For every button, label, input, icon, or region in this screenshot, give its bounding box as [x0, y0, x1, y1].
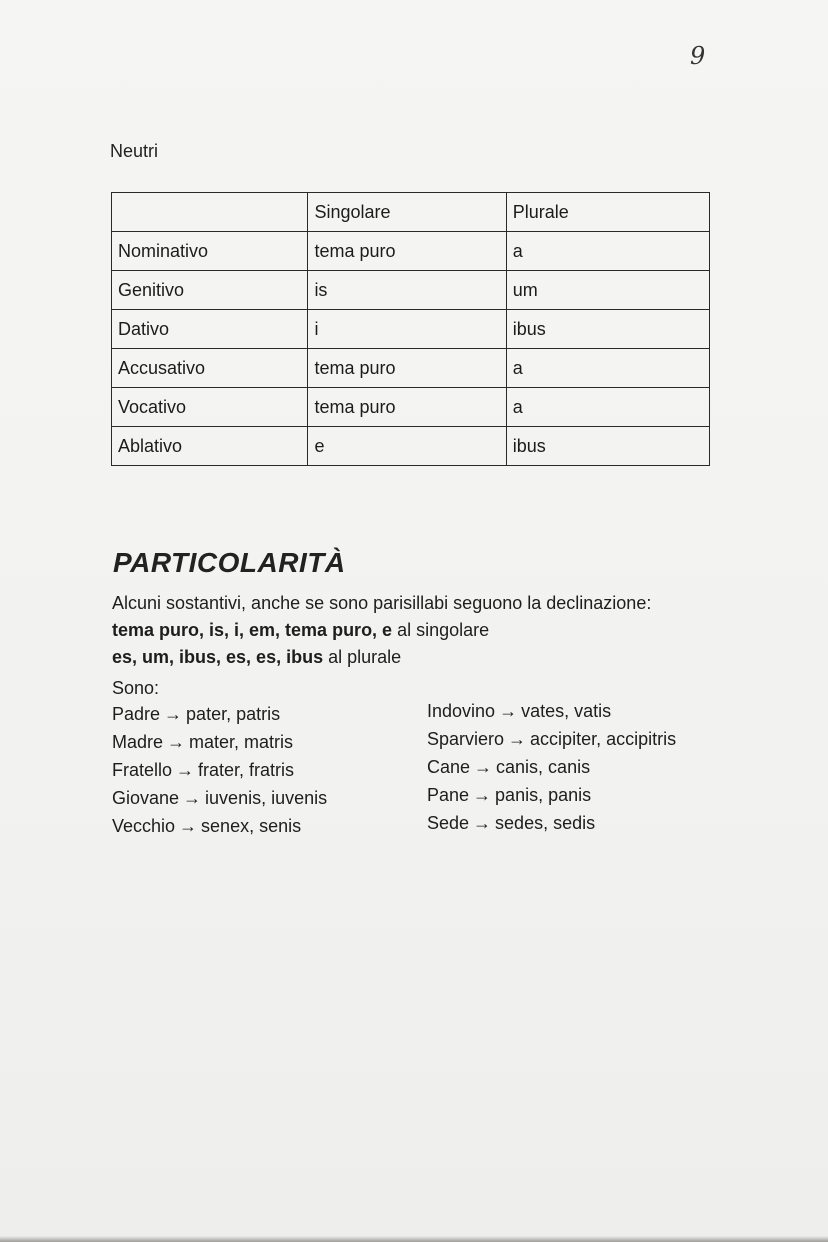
table-row	[112, 388, 710, 427]
arrow-icon: →	[499, 701, 518, 721]
italian-word: Sparviero	[427, 729, 505, 749]
arrow-icon: →	[176, 760, 195, 780]
page-edge-shadow	[0, 1236, 828, 1242]
page-number: 9	[690, 42, 706, 70]
plural-cell: a	[506, 388, 709, 427]
example-item	[112, 784, 327, 812]
italian-word: Giovane	[112, 788, 180, 808]
singular-cell: tema puro	[308, 388, 506, 427]
examples-right-column	[427, 697, 676, 837]
example-item	[427, 697, 676, 725]
case-name-cell: Genitivo	[112, 271, 308, 310]
case-name-cell: Accusativo	[112, 349, 308, 388]
example-item	[427, 753, 676, 781]
table-row	[112, 349, 710, 388]
table-header-cell: Singolare	[308, 193, 506, 232]
singular-cell: e	[308, 427, 506, 466]
italian-word: Cane	[427, 757, 471, 777]
singular-cell: i	[308, 310, 506, 349]
arrow-icon: →	[183, 788, 202, 808]
example-item	[427, 725, 676, 753]
italian-word: Indovino	[427, 701, 496, 721]
case-name-cell: Dativo	[112, 310, 308, 349]
italian-word: Madre	[112, 732, 164, 752]
plural-cell: a	[506, 232, 709, 271]
plural-forms: es, um, ibus, es, es, ibus	[112, 647, 324, 667]
arrow-icon: →	[179, 816, 198, 836]
latin-forms: iuvenis, iuvenis	[205, 788, 328, 808]
table-header-row	[112, 193, 710, 232]
arrow-icon: →	[473, 813, 492, 833]
table-row	[112, 427, 710, 466]
latin-forms: pater, patris	[186, 704, 281, 724]
italian-word: Padre	[112, 704, 161, 724]
arrow-icon: →	[474, 757, 493, 777]
case-name-cell: Nominativo	[112, 232, 308, 271]
arrow-icon: →	[508, 729, 527, 749]
table-header-cell: Plurale	[506, 193, 709, 232]
italian-word: Pane	[427, 785, 470, 805]
plural-cell: ibus	[506, 427, 709, 466]
latin-forms: canis, canis	[496, 757, 591, 777]
italian-word: Sede	[427, 813, 470, 833]
declension-table	[111, 192, 710, 466]
plural-cell: um	[506, 271, 709, 310]
latin-forms: accipiter, accipitris	[530, 729, 677, 749]
singular-suffix: al singolare	[392, 620, 490, 640]
section-label: Neutri	[110, 141, 159, 161]
italian-word: Vecchio	[112, 816, 176, 836]
latin-forms: senex, senis	[201, 816, 302, 836]
example-item	[112, 812, 327, 840]
table-row	[112, 310, 710, 349]
example-item	[112, 728, 327, 756]
latin-forms: vates, vatis	[521, 701, 612, 721]
italian-word: Fratello	[112, 760, 173, 780]
singular-cell: is	[308, 271, 506, 310]
case-name-cell: Vocativo	[112, 388, 308, 427]
singular-forms-line	[112, 617, 489, 644]
examples-left-column	[112, 700, 327, 840]
arrow-icon: →	[473, 785, 492, 805]
example-item	[112, 700, 327, 728]
singular-cell: tema puro	[308, 232, 506, 271]
example-item	[427, 781, 676, 809]
singular-cell: tema puro	[308, 349, 506, 388]
sono-label: Sono:	[112, 678, 160, 698]
latin-forms: mater, matris	[189, 732, 294, 752]
table-row	[112, 232, 710, 271]
case-name-cell: Ablativo	[112, 427, 308, 466]
table-row	[112, 271, 710, 310]
latin-forms: frater, fratris	[198, 760, 295, 780]
arrow-icon: →	[164, 704, 183, 724]
plural-cell: ibus	[506, 310, 709, 349]
singular-forms: tema puro, is, i, em, tema puro, e	[112, 620, 393, 640]
plural-forms-line	[112, 644, 401, 671]
latin-forms: sedes, sedis	[495, 813, 596, 833]
latin-forms: panis, panis	[495, 785, 592, 805]
plural-cell: a	[506, 349, 709, 388]
arrow-icon: →	[167, 732, 186, 752]
intro-text: Alcuni sostantivi, anche se sono parisillabi seguono la declinazione:	[112, 593, 652, 613]
table-header-cell	[112, 193, 308, 232]
section-heading: PARTICOLARITÀ	[113, 547, 346, 578]
example-item	[112, 756, 327, 784]
plural-suffix: al plurale	[323, 647, 402, 667]
example-item	[427, 809, 676, 837]
